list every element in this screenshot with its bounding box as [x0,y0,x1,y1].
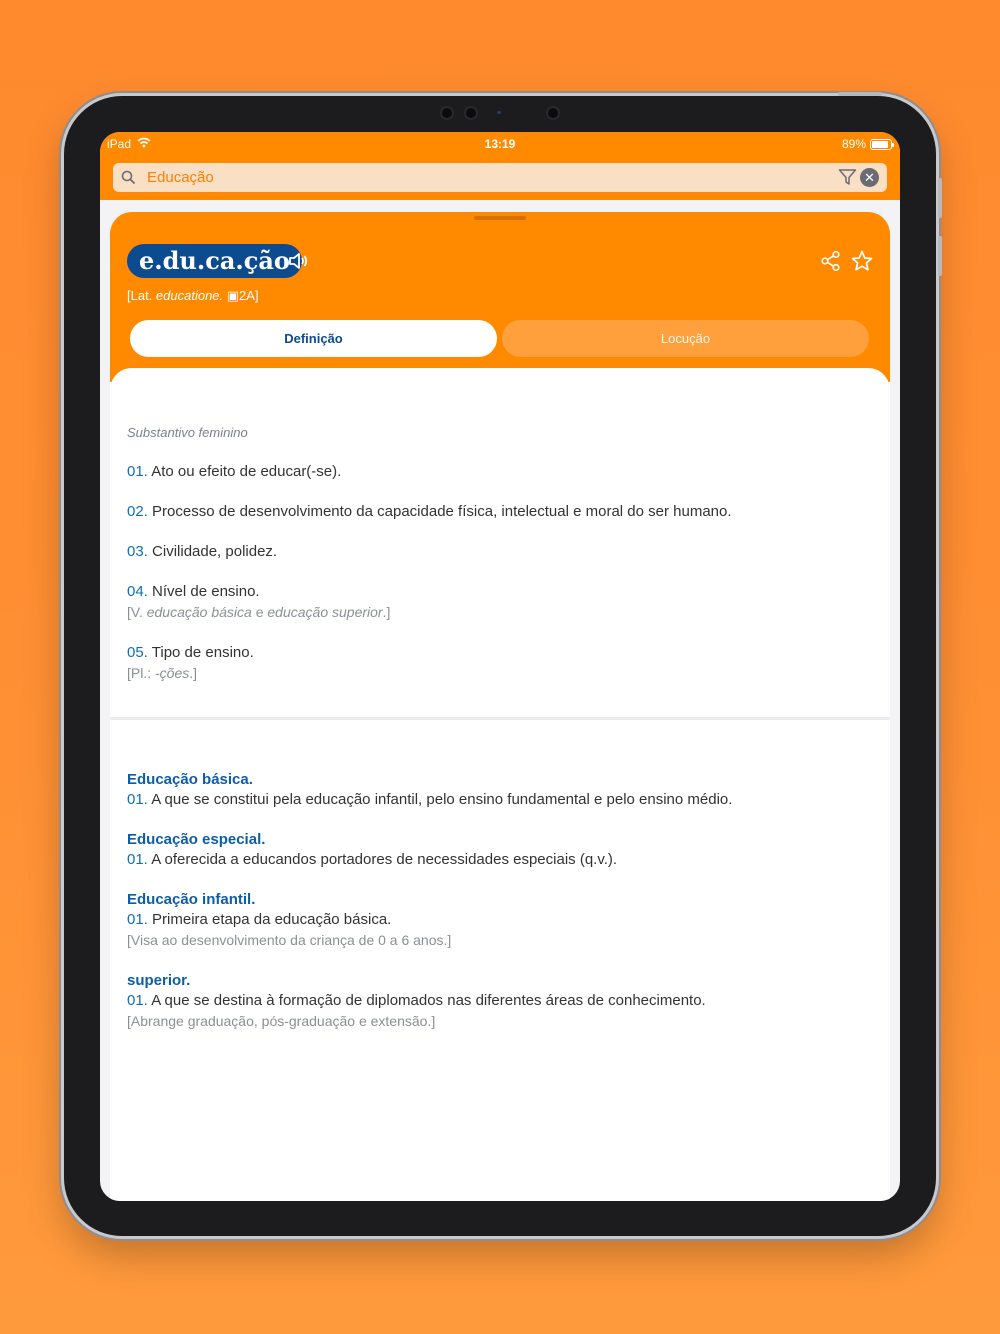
star-icon[interactable] [850,249,874,278]
camera-sensor [497,111,501,114]
definition-text: Primeira etapa da educação básica. [147,911,392,928]
definition-text: Tipo de ensino. [147,644,254,661]
status-bar [100,137,900,153]
locution-note: [Abrange graduação, pós-graduação e extensão.] [127,1013,436,1029]
definition-number: 01. [127,463,148,480]
etymology [127,288,259,304]
camera-lens [464,106,478,120]
locution-title: Educação básica. [127,771,253,788]
section-divider [110,717,890,720]
definition-text: Processo de desenvolvimento da capacidade física, intelectual e moral do ser humano. [147,503,732,520]
camera-lens [546,106,560,120]
note-text: [V. [127,604,147,620]
definition-item [127,583,260,600]
definition-text: A oferecida a educandos portadores de necessidades especiais (q.v.). [147,851,618,868]
tab-definicao[interactable]: Definição [130,320,497,357]
drag-handle[interactable] [474,216,526,220]
definition-number: 04. [127,583,148,600]
etymology-prefix: [Lat. [127,288,156,303]
volume-button [938,236,942,276]
note-text: .] [189,665,198,681]
etymology-term: educatione. [155,288,224,303]
part-of-speech: Substantivo feminino [127,425,248,440]
content-panel [110,368,890,408]
definition-number: 02. [127,503,148,520]
search-icon [121,170,136,190]
battery-icon [870,139,892,150]
note-text: .] [382,604,391,620]
definition-text: A que se constitui pela educação infantil, pelo ensino fundamental e pelo ensino médio. [147,791,733,808]
note-link[interactable]: educação básica [146,604,252,620]
definition-number: 01. [127,911,148,928]
definition-note [127,604,390,620]
note-text: [Pl.: [127,665,156,681]
definition-number: 01. [127,851,148,868]
locution-definition [127,791,732,808]
top-button [838,92,882,96]
definition-text: Nível de ensino. [147,583,260,600]
battery-percent: 89% [841,137,866,151]
locution-title: Educação infantil. [127,891,256,908]
filter-icon[interactable] [838,168,857,192]
note-plural: -ções [155,665,190,681]
top-bar [100,132,900,200]
share-icon[interactable] [820,250,842,277]
clear-icon[interactable]: ✕ [860,168,879,187]
search-bar[interactable] [113,163,887,192]
app-screen [100,132,900,1201]
status-time: 13:19 [484,137,516,151]
device-label: iPad [107,137,132,151]
volume-button [938,178,942,218]
definition-text: A que se destina à formação de diplomados nas diferentes áreas de conhecimento. [147,992,706,1009]
definition-number: 05. [127,644,148,661]
note-link[interactable]: educação superior [267,604,383,620]
etymology-suffix: ▣2A] [223,288,259,303]
definition-number: 01. [127,992,148,1009]
definition-number: 03. [127,543,148,560]
definition-number: 01. [127,791,148,808]
entry-card [110,212,890,1201]
definition-item [127,503,732,520]
headword: e.du.ca.ção [127,244,302,278]
locution-title: superior. [127,972,191,989]
definition-item [127,463,341,480]
search-input[interactable]: Educação [147,169,214,186]
camera-lens [440,106,454,120]
locution-definition [127,911,391,928]
definition-text: Civilidade, polidez. [147,543,278,560]
locution-definition [127,992,706,1009]
definition-item [127,543,277,560]
locution-note: [Visa ao desenvolvimento da criança de 0 a 6 anos.] [127,932,452,948]
definition-note [127,665,197,681]
entry-header [110,212,890,382]
speaker-icon[interactable] [288,251,310,276]
note-text: e [251,604,268,620]
tab-locucao[interactable]: Locução [502,320,869,357]
locution-title: Educação especial. [127,831,266,848]
definition-item [127,644,254,661]
definition-text: Ato ou efeito de educar(-se). [147,463,342,480]
locution-definition [127,851,617,868]
